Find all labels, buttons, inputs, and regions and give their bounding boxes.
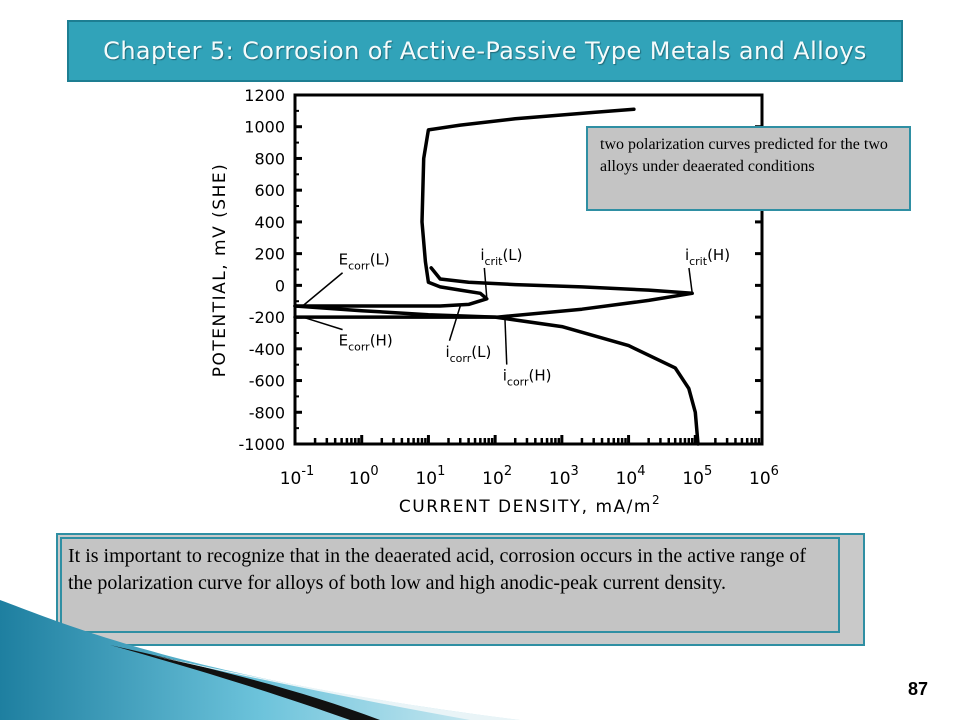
- x-tick-label: $10^3$: [548, 464, 579, 489]
- x-tick-label: $10^6$: [749, 464, 779, 489]
- curve-anodic-low: [295, 109, 634, 306]
- annotation-leader: [303, 317, 343, 330]
- curve-cathodic: [295, 306, 698, 444]
- slide-title-bar: [67, 20, 903, 82]
- slide-title: Chapter 5: Corrosion of Active-Passive Type Metals and Alloys: [103, 37, 867, 65]
- y-tick-labels: [239, 86, 286, 454]
- annotation-label: $i_{crit}(L)$: [480, 245, 523, 268]
- y-axis-label: POTENTIAL, mV (SHE): [210, 162, 230, 378]
- annotation-leader: [505, 317, 507, 364]
- note-text: It is important to recognize that in the deaerated acid, corrosion occurs in the active range of the polarization curve for alloys of both low and high anodic-peak current density.: [68, 545, 807, 594]
- annotation-leader: [449, 306, 460, 341]
- x-tick-label: $10^2$: [482, 464, 513, 489]
- callout-box: [586, 126, 911, 211]
- page-number: 87: [908, 679, 929, 699]
- callout-text: two polarization curves predicted for the two alloys under deaerated conditions: [600, 136, 888, 175]
- x-axis-label: CURRENT DENSITY, $mA/m^2$: [398, 493, 662, 517]
- y-tick-label: 200: [254, 244, 285, 264]
- annotation-leader: [689, 268, 692, 293]
- annotation-label: $E_{corr}(L)$: [338, 250, 390, 273]
- y-tick-label: 600: [254, 181, 285, 201]
- annotation-leader: [303, 273, 343, 306]
- x-tick-labels: [280, 464, 779, 489]
- annotation-label: $i_{crit}(H)$: [684, 245, 731, 268]
- y-tick-label: 800: [254, 149, 285, 169]
- y-tick-label: 0: [274, 276, 285, 296]
- y-tick-label: -1000: [238, 435, 285, 454]
- y-tick-label: 1200: [244, 86, 285, 105]
- y-tick-label: -800: [248, 403, 285, 423]
- y-tick-label: 1000: [244, 117, 285, 137]
- x-axis-label-sup: 2: [651, 493, 662, 507]
- annotation-label: $i_{corr}(H)$: [502, 366, 552, 389]
- annotation-label: $i_{corr}(L)$: [445, 342, 492, 365]
- y-tick-label: 400: [254, 212, 285, 232]
- x-tick-label: $10^{-1}$: [279, 464, 315, 489]
- decorative-swoosh: [0, 560, 520, 720]
- annotation-label: $E_{corr}(H)$: [338, 331, 393, 354]
- y-tick-label: -200: [248, 308, 285, 328]
- y-tick-label: -600: [248, 371, 285, 391]
- x-tick-label: $10^4$: [615, 464, 646, 489]
- x-tick-label: $10^0$: [348, 464, 379, 489]
- y-tick-label: -400: [248, 339, 285, 359]
- x-tick-label: $10^1$: [415, 464, 446, 489]
- x-tick-label: $10^5$: [682, 464, 713, 489]
